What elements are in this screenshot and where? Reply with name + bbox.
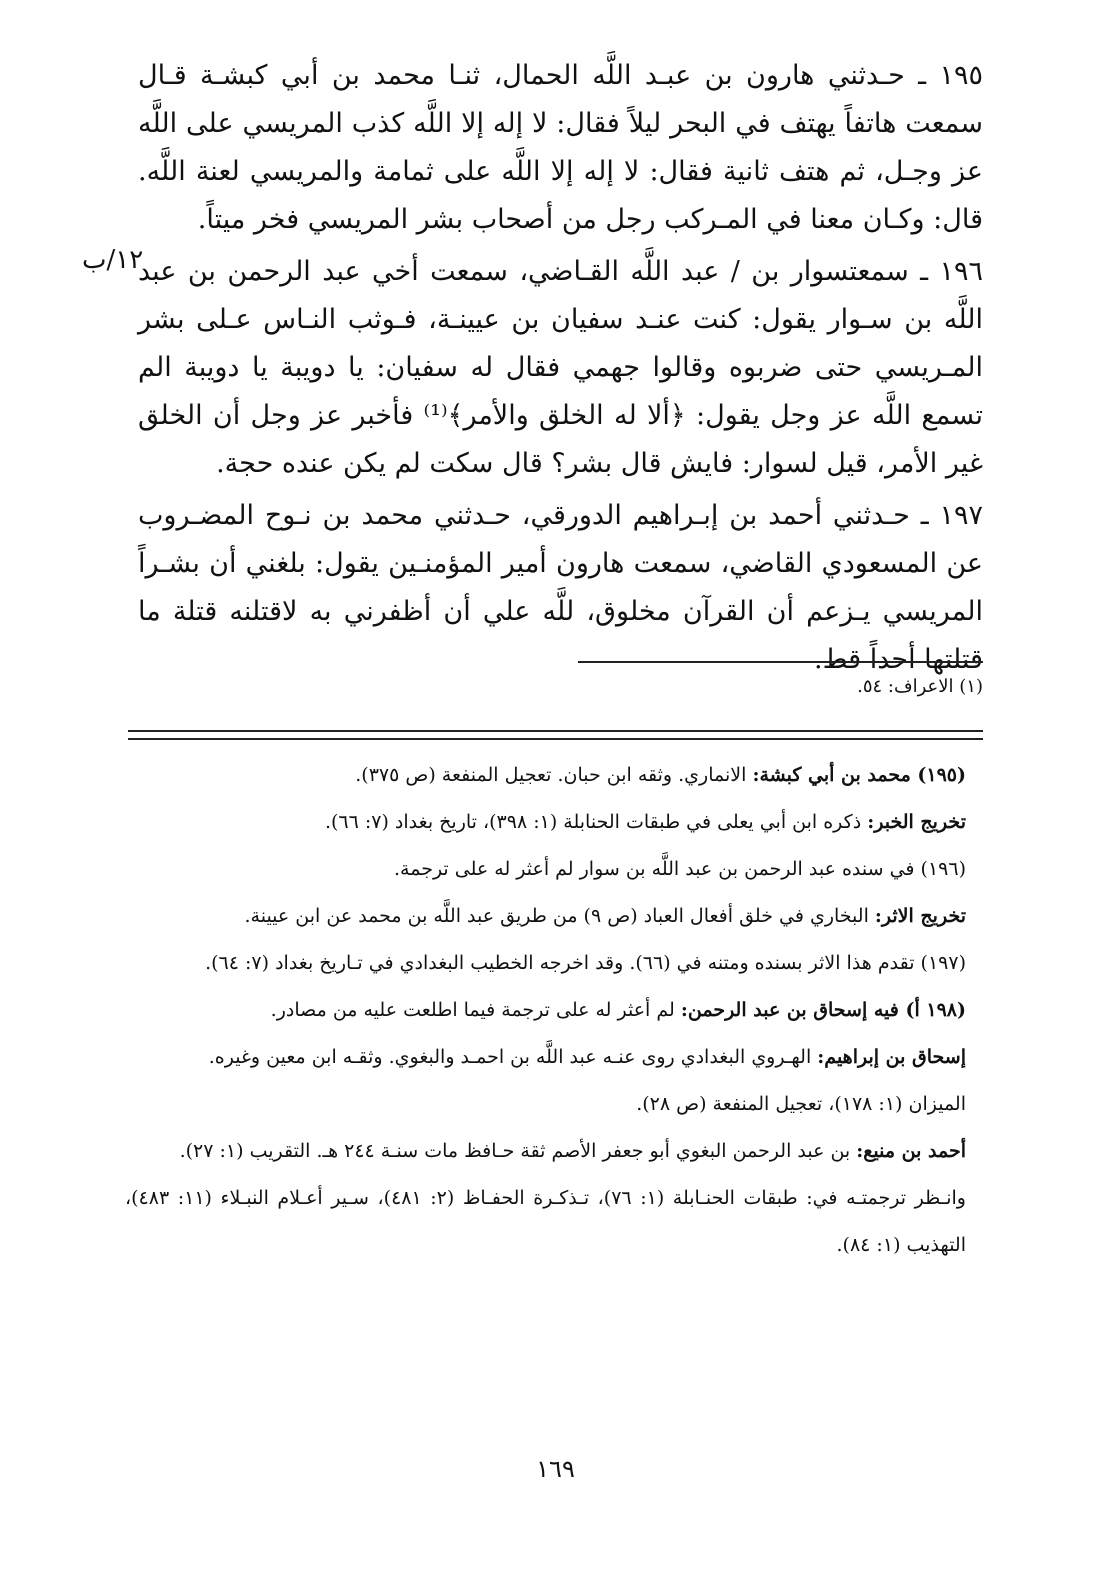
- notes-divider: [128, 730, 983, 740]
- hadith-196: ١٩٦ ـ سمعتسوار بن / عبد اللَّه القـاضي، سمعت أخي عبد الرحمن بن عبد اللَّه بن سـوار يقول: كنت عنـد سفيان بن عيينـة، فـوثب النـاس عـلى بشر المـريسي حتى ضربوه وقالوا جهمي فقال له سفيان: يا دويبة يا دويبة الم تسمع اللَّه عز وجل يقول: ﴿ألا له الخلق والأمر﴾⁽¹⁾ فأخبر عز وجل أن الخلق غير الأمر، قيل لسوار: فايش قال بشر؟ قال سكت لم يكن عنده حجة.: [138, 256, 983, 479]
- note-text: الهـروي البغدادي روى عنـه عبد اللَّه بن احمـد والبغوي. وثقـه ابن معين وغيره.: [208, 1046, 818, 1068]
- note-heading: (١٩٥) محمد بن أبي كبشة:: [752, 764, 966, 786]
- note-text: ذكره ابن أبي يعلى في طبقات الحنابلة (١: ٣٩٨)، تاريخ بغداد (٧: ٦٦).: [324, 811, 868, 833]
- main-text: [138, 52, 983, 686]
- note-text: البخاري في خلق أفعال العباد (ص ٩) من طريق عبد اللَّه بن محمد عن ابن عيينة.: [244, 905, 875, 927]
- footnote: (١) الاعراف: ٥٤.: [857, 676, 983, 697]
- note-item: [125, 1081, 966, 1128]
- note-heading: تخريج الخبر:: [867, 811, 966, 833]
- page-number: ١٦٩: [536, 1455, 575, 1483]
- note-text: الميزان (١: ١٧٨)، تعجيل المنفعة (ص ٢٨).: [636, 1093, 966, 1115]
- hadith-197: ١٩٧ ـ حـدثني أحمد بن إبـراهيم الدورقي، حـدثني محمد بن نـوح المضـروب عن المسعودي القاضي، سمعت هارون أمير المؤمنـين يقول: بلغني أن بشـراً المريسي يـزعم أن القرآن مخلوق، للَّه علي أن أظفرني به لاقتلنه قتلة ما قتلتها أحداً قط.: [138, 500, 983, 675]
- note-text: (١٩٧) تقدم هذا الاثر بسنده ومتنه في (٦٦). وقد اخرجه الخطيب البغدادي في تـاريخ بغداد (٧: ٦٤).: [205, 952, 966, 974]
- note-item: [125, 799, 966, 846]
- note-heading: إسحاق بن إبراهيم:: [817, 1046, 966, 1068]
- note-text: (١٩٦) في سنده عبد الرحمن بن عبد اللَّه بن سوار لم أعثر له على ترجمة.: [393, 858, 966, 880]
- note-text: الانماري. وثقه ابن حبان. تعجيل المنفعة (ص ٣٧٥).: [355, 764, 753, 786]
- note-heading: أحمد بن منيع:: [856, 1140, 966, 1162]
- note-item: [125, 752, 966, 799]
- footnote-divider: [578, 661, 983, 663]
- note-item: [125, 987, 966, 1034]
- note-item: [125, 1034, 966, 1081]
- editor-notes: [125, 752, 966, 1269]
- note-item: [125, 846, 966, 893]
- note-item: [125, 893, 966, 940]
- note-text: بن عبد الرحمن البغوي أبو جعفر الأصم ثقة حـافظ مات سنـة ٢٤٤ هـ. التقريب (١: ٢٧).: [179, 1140, 857, 1162]
- note-heading: (١٩٨ أ) فيه إسحاق بن عبد الرحمن:: [680, 999, 966, 1021]
- note-text: وانـظر ترجمتـه في: طبقات الحنـابلة (١: ٧٦)، تـذكـرة الحفـاظ (٢: ٤٨١)، سـير أعـلام النبـلاء (١١: ٤٨٣)، التهذيب (١: ٨٤).: [125, 1187, 966, 1256]
- note-item: [125, 1175, 966, 1269]
- note-heading: تخريج الاثر:: [874, 905, 966, 927]
- note-item: [125, 940, 966, 987]
- note-text: لم أعثر له على ترجمة فيما اطلعت عليه من مصادر.: [270, 999, 681, 1021]
- hadith-195: ١٩٥ ـ حـدثني هارون بن عبـد اللَّه الحمال، ثنـا محمد بن أبي كبشـة قـال سمعت هاتفاً يهتف في البحر ليلاً فقال: لا إله إلا اللَّه كذب المريسي على اللَّه عز وجـل، ثم هتف ثانية فقال: لا إله إلا اللَّه على ثمامة والمريسي لعنة اللَّه. قال: وكـان معنا في المـركب رجل من أصحاب بشر المريسي فخر ميتاً.: [138, 60, 983, 235]
- note-item: [125, 1128, 966, 1175]
- marginal-folio-note: ١٢/ب: [82, 245, 144, 275]
